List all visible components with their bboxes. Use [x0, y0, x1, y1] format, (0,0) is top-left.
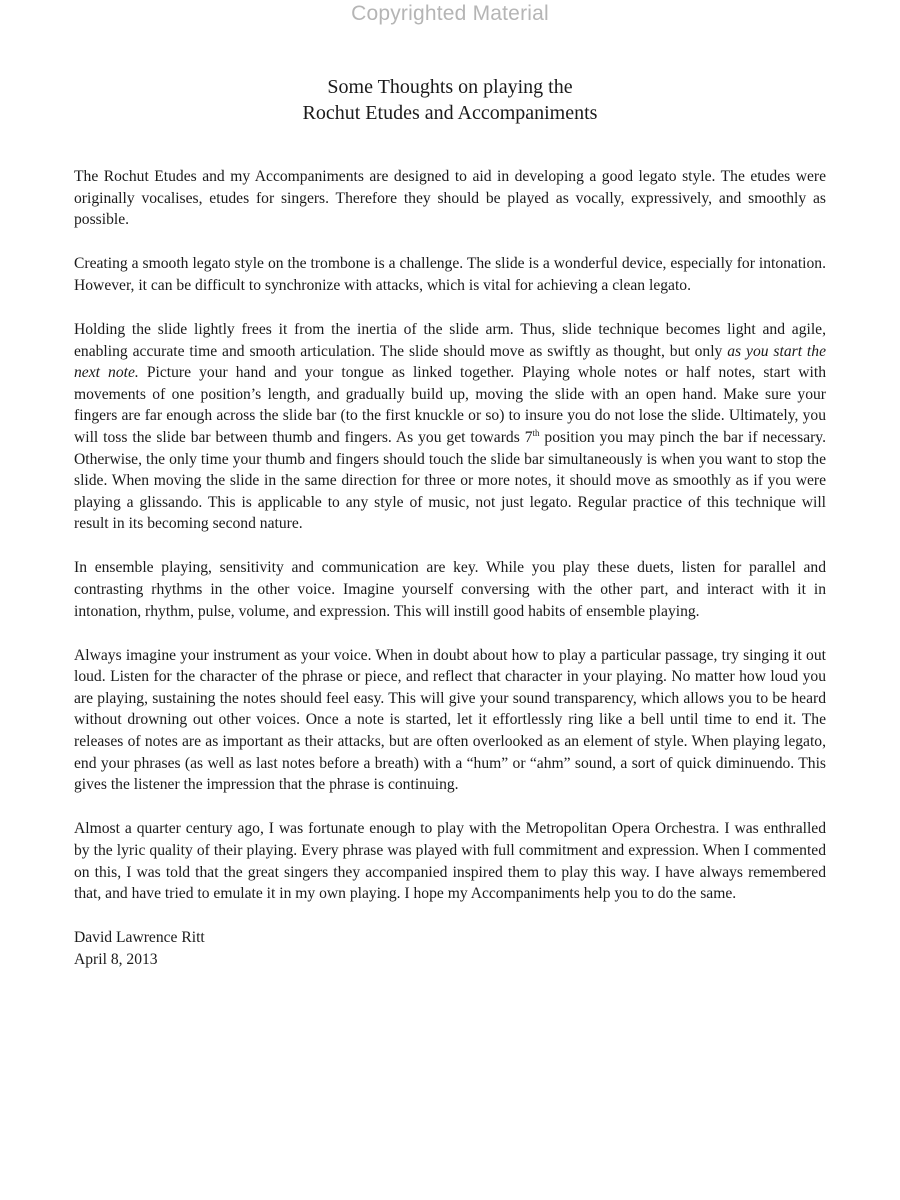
ordinal-superscript: th: [532, 427, 540, 438]
document-page: [74, 74, 826, 970]
paragraph-slide-technique: [74, 319, 826, 535]
slide-technique-text-c: position you may pinch the bar if necessary. Otherwise, the only time your thumb and fingers should touch the slide bar simultaneously is when you want to stop the slide. When moving the slide in the same direction for three or more notes, it should move as smoothly as if you were playing a glissando. This is applicable to any style of music, not just legato. Regular practice of this technique will result in its becoming second nature.: [74, 428, 826, 533]
slide-technique-text-a: Holding the slide lightly frees it from the inertia of the slide arm. Thus, slide technique becomes light and agile, enabling accurate time and smooth articulation. The slide should move as swiftly as thought, but only: [74, 320, 826, 360]
document-title: [74, 74, 826, 126]
author-name: David Lawrence Ritt: [74, 929, 205, 947]
title-line-1: Some Thoughts on playing the: [327, 76, 573, 98]
paragraph-legato-challenge: Creating a smooth legato style on the trombone is a challenge. The slide is a wonderful device, especially for intonation. However, it can be difficult to synchronize with attacks, which is vital for achieving a clean legato.: [74, 255, 826, 294]
paragraph-intro: The Rochut Etudes and my Accompaniments are designed to aid in developing a good legato style. The etudes were originally vocalises, etudes for singers. Therefore they should be played as vocally, expressively, and smoothly as possible.: [74, 168, 826, 229]
signature-block: [74, 927, 826, 970]
slide-technique-emphasis: as you start the next note.: [74, 342, 826, 382]
paragraph-met-opera: Almost a quarter century ago, I was fortunate enough to play with the Metropolitan Opera Orchestra. I was enthralled by the lyric quality of their playing. Every phrase was played with full commitment and expression. When I commented on this, I was told that the great singers they accompanied inspired them to play this way. I have always remembered that, and have tried to emulate it in my own playing. I hope my Accompaniments help you to do the same.: [74, 820, 826, 903]
copyright-watermark: Copyrighted Material: [351, 2, 549, 25]
signature-date: April 8, 2013: [74, 950, 158, 968]
slide-technique-text-b: Picture your hand and your tongue as linked together. Playing whole notes or half notes, start with movements of one position’s length, and gradually build up, moving the slide with an open hand. Make sure your fingers are far enough across the slide bar (to the first knuckle or so) to insure you do not lose the slide. Ultimately, you will toss the slide bar between thumb and fingers. As you get towards 7: [74, 364, 826, 446]
title-line-2: Rochut Etudes and Accompaniments: [302, 102, 598, 124]
paragraph-ensemble-playing: In ensemble playing, sensitivity and communication are key. While you play these duets, listen for parallel and contrasting rhythms in the other voice. Imagine yourself conversing with the other part, and interact with it in intonation, rhythm, pulse, volume, and expression. This will instill good habits of ensemble playing.: [74, 559, 826, 620]
paragraph-instrument-voice: Always imagine your instrument as your voice. When in doubt about how to play a particular passage, try singing it out loud. Listen for the character of the phrase or piece, and reflect that character in your playing. No matter how loud you are playing, sustaining the notes should feel easy. This will give your sound transparency, which allows you to be heard without drowning out other voices. Once a note is started, let it effortlessly ring like a bell until time to end it. The releases of notes are as important as their attacks, but are often overlooked as an element of style. When playing legato, end your phrases (as well as last notes before a breath) with a “hum” or “ahm” sound, a sort of quick diminuendo. This gives the listener the impression that the phrase is continuing.: [74, 646, 826, 794]
